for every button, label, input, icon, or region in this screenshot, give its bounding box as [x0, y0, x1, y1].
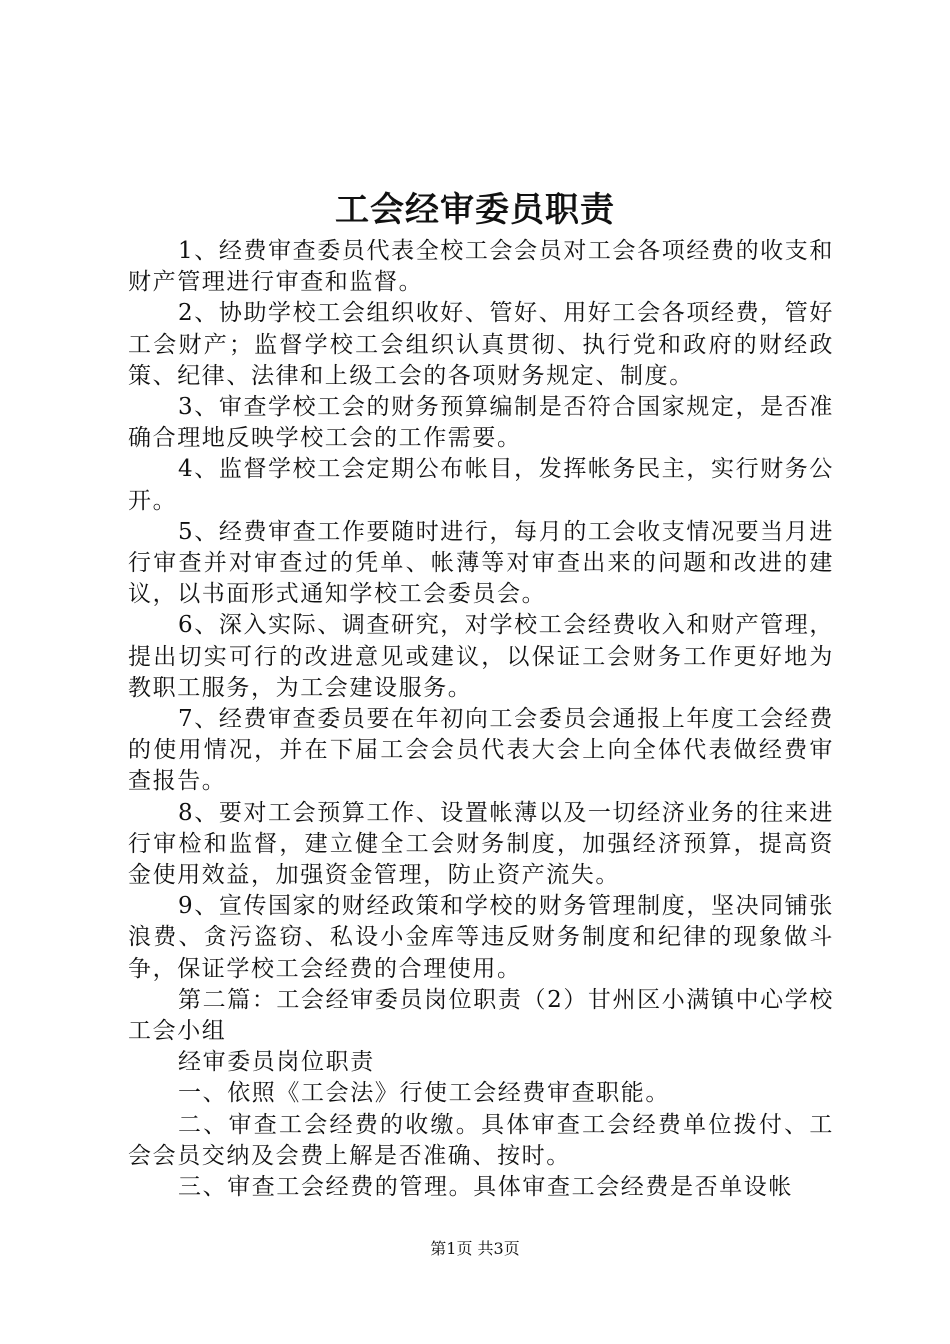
paragraph-3: 3、审查学校工会的财务预算编制是否符合国家规定，是否准确合理地反映学校工会的工作需要。: [128, 394, 834, 452]
paragraph-5: 5、经费审查工作要随时进行，每月的工会收支情况要当月进行审查并对审查过的凭单、帐薄等对审查出来的问题和改进的建议，以书面形式通知学校工会委员会。: [128, 518, 834, 608]
paragraph-2: 2、协助学校工会组织收好、管好、用好工会各项经费，管好工会财产；监督学校工会组织认真贯彻、执行党和政府的财经政策、纪律、法律和上级工会的各项财务规定、制度。: [128, 300, 834, 389]
paragraph-6: 6、深入实际、调查研究，对学校工会经费收入和财产管理，提出切实可行的改进意见或建议，以保证工会财务工作更好地为教职工服务，为工会建设服务。: [128, 612, 834, 701]
duty-item-3: 三、审查工会经费的管理。具体审查工会经费是否单设帐: [178, 1174, 793, 1201]
duty-item-1: 一、依照《工会法》行使工会经费审查职能。: [178, 1080, 670, 1107]
paragraph-1: 1、经费审查委员代表全校工会会员对工会各项经费的收支和财产管理进行审查和监督。: [128, 238, 834, 296]
paragraph-8: 8、要对工会预算工作、设置帐薄以及一切经济业务的往来进行审检和监督，建立健全工会财务制度，加强经济预算，提高资金使用效益，加强资金管理，防止资产流失。: [128, 799, 834, 889]
section-heading-part-two: 第二篇：工会经审委员岗位职责（2）甘州区小满镇中心学校工会小组: [128, 986, 834, 1045]
paragraph-4: 4、监督学校工会定期公布帐目，发挥帐务民主，实行财务公开。: [128, 456, 834, 514]
page-number-footer: 第1页 共3页: [430, 1239, 520, 1258]
duty-item-2: 二、审查工会经费的收缴。具体审查工会经费单位拨付、工会会员交纳及会费上解是否准确、按时。: [128, 1111, 834, 1169]
paragraph-7: 7、经费审查委员要在年初向工会委员会通报上年度工会经费的使用情况，并在下届工会会员代表大会上向全体代表做经费审查报告。: [128, 706, 834, 795]
paragraph-9: 9、宣传国家的财经政策和学校的财务管理制度，坚决同铺张浪费、贪污盗窃、私设小金库等违反财务制度和纪律的现象做斗争，保证学校工会经费的合理使用。: [128, 893, 834, 982]
document-body: [128, 236, 834, 1203]
subheading-job-duties: 经审委员岗位职责: [178, 1049, 375, 1076]
document-title: 工会经审委员职责: [335, 190, 615, 230]
